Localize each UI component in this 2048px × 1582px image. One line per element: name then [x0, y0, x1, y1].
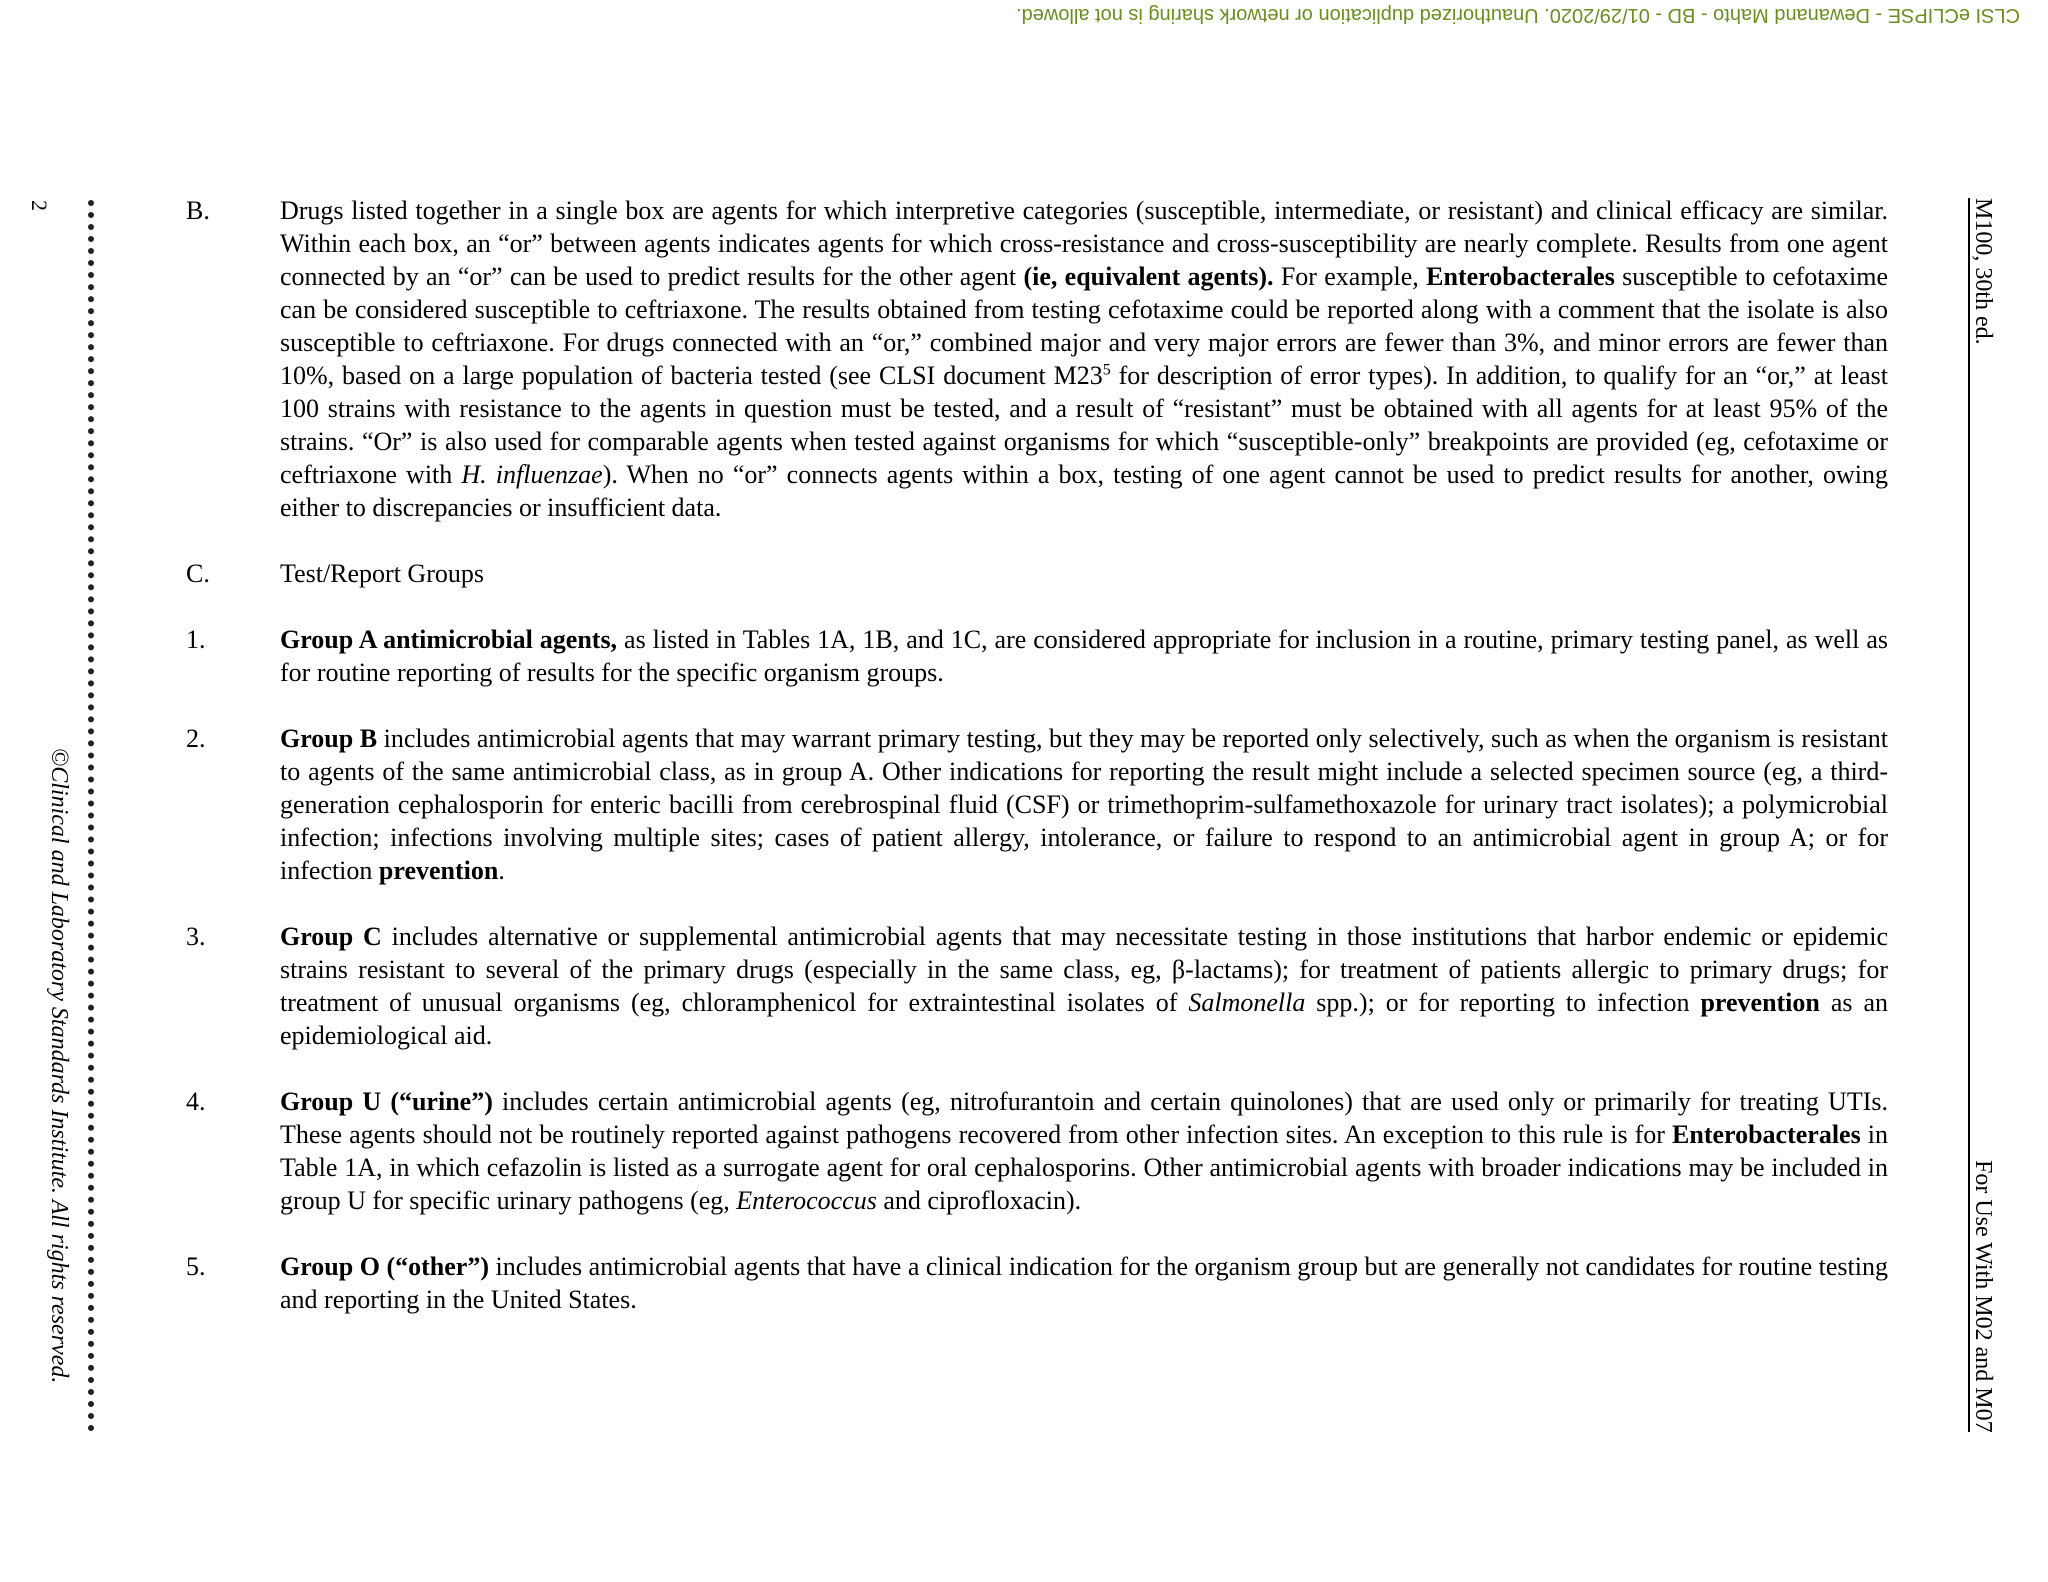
edition-label: M100, 30th ed.: [1970, 198, 1996, 345]
page-number: 2: [27, 200, 52, 211]
list-item: [186, 920, 1888, 1052]
item-text: Group C includes alternative or supplemental antimicrobial agents that may necessitate testing in those institutions that harbor endemic or epidemic strains resistant to several of the primary drugs (especially in the same class, eg, β-lactams); for treatment of patients allergic to primary drugs; for treatment of unusual organisms (eg, chloramphenicol for extraintestinal isolates of Salmonella spp.); or for reporting to infection prevention as an epidemiological aid.: [280, 922, 1888, 1050]
item-number: 4.: [186, 1087, 206, 1116]
section-label: C.: [186, 559, 210, 588]
section-c-title: Test/Report Groups: [280, 559, 484, 588]
item-number: 5.: [186, 1252, 206, 1281]
item-number: 1.: [186, 625, 206, 654]
section-label: B.: [186, 196, 210, 225]
section-c: [186, 557, 1888, 590]
item-text: Group B includes antimicrobial agents that may warrant primary testing, but they may be reported only selectively, such as when the organism is resistant to agents of the same antimicrobial class, as in group A. Other indications for reporting the result might include a selected specimen source (eg, a third-generation cephalosporin for enteric bacilli from cerebrospinal fluid (CSF) or trimethoprim-sulfamethoxazole for urinary tract isolates); a polymicrobial infection; infections involving multiple sites; cases of patient allergy, intolerance, or failure to respond to an antimicrobial agent in group A; or for infection prevention.: [280, 724, 1888, 885]
list-item: [186, 722, 1888, 887]
copyright-notice: ©Clinical and Laboratory Standards Institute. All rights reserved.: [46, 748, 72, 1384]
item-text: Group A antimicrobial agents, as listed in Tables 1A, 1B, and 1C, are considered appropriate for inclusion in a routine, primary testing panel, as well as for routine reporting of results for the specific organism groups.: [280, 625, 1889, 687]
list-item: [186, 1085, 1888, 1217]
watermark-banner: CLSI eCLIPSE - Dewanand Mahto - BD - 01/29/2020. Unauthorized duplication or network sharing is not allowed.: [1016, 4, 2020, 26]
for-use-label: For Use With M02 and M07: [1970, 1160, 1996, 1433]
item-text: Group U (“urine”) includes certain antimicrobial agents (eg, nitrofurantoin and certain quinolones) that are used only or primarily for treating UTIs. These agents should not be routinely reported against pathogens recovered from other infection sites. An exception to this rule is for Enterobacterales in Table 1A, in which cefazolin is listed as a surrogate agent for oral cephalosporins. Other antimicrobial agents with broader indications may be included in group U for specific urinary pathogens (eg, Enterococcus and ciprofloxacin).: [280, 1087, 1888, 1215]
item-number: 3.: [186, 922, 206, 951]
section-b-text: Drugs listed together in a single box are agents for which interpretive categories (susceptible, intermediate, or resistant) and clinical efficacy are similar. Within each box, an “or” between agents indicates agents for which cross-resistance and cross-susceptibility are nearly complete. Results from one agent connected by an “or” can be used to predict results for the other agent (ie, equivalent agents). For example, Enterobacterales susceptible to cefotaxime can be considered susceptible to ceftriaxone. The results obtained from testing cefotaxime could be reported along with a comment that the isolate is also susceptible to ceftriaxone. For drugs connected with an “or,” combined major and very major errors are fewer than 3%, and minor errors are fewer than 10%, based on a large population of bacteria tested (see CLSI document $M23^5$ for description of error types). In addition, to qualify for an “or,” at least 100 strains with resistance to the agents in question must be tested, and a result of “resistant” must be obtained with all agents for at least 95% of the strains. “Or” is also used for comparable agents when tested against organisms for which “susceptible-only” breakpoints are provided (eg, cefotaxime or ceftriaxone with H. influenzae). When no “or” connects agents within a box, testing of one agent cannot be used to predict results for another, owing either to discrepancies or insufficient data.: [280, 196, 1889, 522]
section-b: [186, 194, 1888, 524]
dotted-divider: [88, 200, 94, 1432]
item-number: 2.: [186, 724, 206, 753]
document-body: [186, 194, 1888, 1349]
list-item: [186, 1250, 1888, 1316]
item-text: Group O (“other”) includes antimicrobial agents that have a clinical indication for the organism group but are generally not candidates for routine testing and reporting in the United States.: [280, 1252, 1888, 1314]
right-rule: [1968, 198, 1970, 1432]
list-item: [186, 623, 1888, 689]
